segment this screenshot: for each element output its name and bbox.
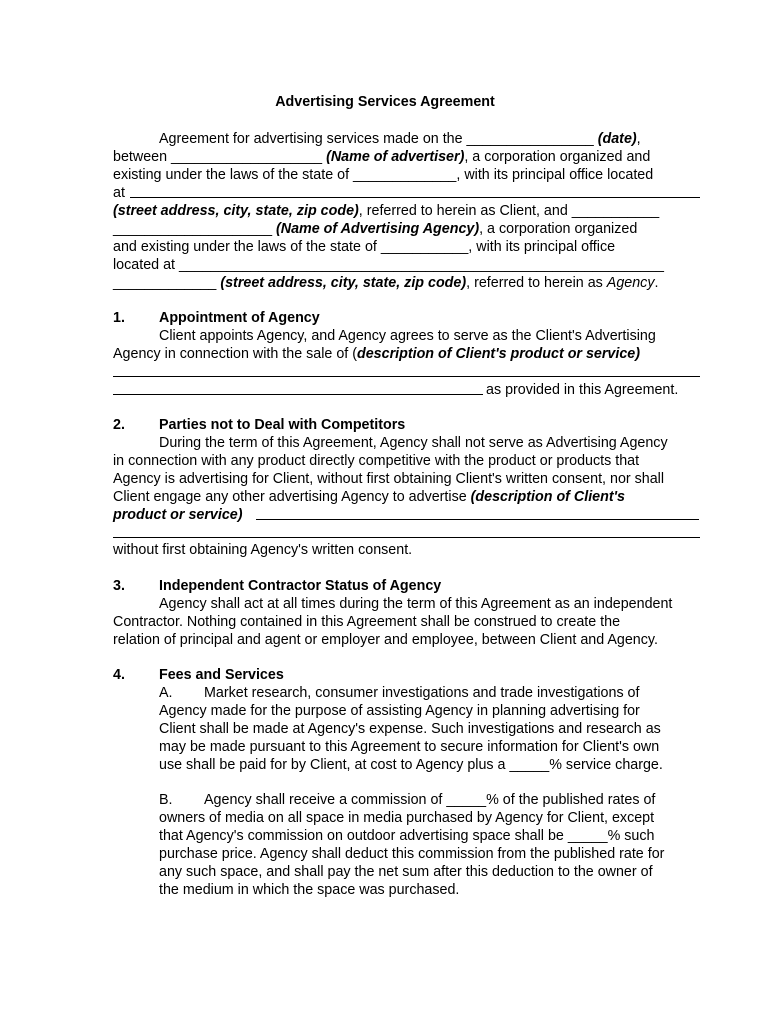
blank-line bbox=[113, 376, 700, 377]
section-2-line-5: product or service) bbox=[113, 507, 243, 523]
section-3-line-1: Agency shall act at all times during the term of this Agreement as an independent bbox=[159, 596, 673, 612]
section-2-line-4: Client engage any other advertising Agency to advertise (description of Client's bbox=[113, 489, 625, 505]
blank-line bbox=[113, 537, 700, 538]
blank-line bbox=[130, 197, 700, 198]
intro-line-8: located at _____________________________________________________________ bbox=[113, 257, 664, 273]
section-4b-line-4: purchase price. Agency shall deduct this commission from the published rate for bbox=[159, 846, 665, 862]
section-4-heading: Fees and Services bbox=[159, 667, 284, 683]
section-3-number: 3. bbox=[113, 578, 125, 594]
section-4b-line-6: the medium in which the space was purchased. bbox=[159, 882, 460, 898]
section-4a-line-3: Client shall be made at Agency's expense. Such investigations and research as bbox=[159, 721, 661, 737]
section-4a-line-4: may be made pursuant to this Agreement to secure information for Client's own bbox=[159, 739, 660, 755]
blank-line bbox=[256, 519, 699, 520]
section-2-line-3: Agency is advertising for Client, without first obtaining Client's written consent, nor shall bbox=[113, 471, 665, 487]
intro-line-3: existing under the laws of the state of _____________, with its principal office located bbox=[113, 167, 654, 183]
section-2-line-1: During the term of this Agreement, Agency shall not serve as Advertising Agency bbox=[159, 435, 668, 451]
section-4b-line-5: any such space, and shall pay the net sum after this deduction to the owner of bbox=[159, 864, 653, 880]
section-4b-line-2: owners of media on all space in media purchased by Agency for Client, except bbox=[159, 810, 655, 826]
blank-line bbox=[113, 394, 483, 395]
section-3-line-2: Contractor. Nothing contained in this Agreement shall be construed to create the bbox=[113, 614, 621, 630]
intro-line-4: at bbox=[113, 185, 125, 201]
intro-line-9: _____________ (street address, city, state, zip code), referred to herein as Agency. bbox=[113, 275, 659, 291]
section-4a-line-5: use shall be paid for by Client, at cost to Agency plus a _____% service charge. bbox=[159, 757, 663, 773]
intro-line-5: (street address, city, state, zip code), referred to herein as Client, and ___________ bbox=[113, 203, 660, 219]
section-2-line-2: in connection with any product directly competitive with the product or products that bbox=[113, 453, 640, 469]
section-4b-label: B. bbox=[159, 792, 173, 808]
section-1-line-1: Client appoints Agency, and Agency agrees to serve as the Client's Advertising bbox=[159, 328, 656, 344]
intro-line-1: Agreement for advertising services made on the ________________ (date), bbox=[159, 131, 641, 147]
section-3-line-3: relation of principal and agent or employer and employee, between Client and Agency. bbox=[113, 632, 658, 648]
document-title: Advertising Services Agreement bbox=[275, 94, 495, 110]
section-1-heading: Appointment of Agency bbox=[159, 310, 320, 326]
section-3-heading: Independent Contractor Status of Agency bbox=[159, 578, 442, 594]
section-1-line-2: Agency in connection with the sale of (description of Client's product or service) bbox=[113, 346, 641, 362]
section-4a-line-2: Agency made for the purpose of assisting Agency in planning advertising for bbox=[159, 703, 640, 719]
section-4b-line-1: Agency shall receive a commission of _____% of the published rates of bbox=[204, 792, 656, 808]
section-4a-line-1: Market research, consumer investigations and trade investigations of bbox=[204, 685, 640, 701]
section-4a-label: A. bbox=[159, 685, 173, 701]
section-2-line-7: without first obtaining Agency's written consent. bbox=[113, 542, 413, 558]
section-1-line-4: as provided in this Agreement. bbox=[486, 382, 679, 398]
section-2-number: 2. bbox=[113, 417, 125, 433]
section-4-number: 4. bbox=[113, 667, 125, 683]
section-4b-line-3: that Agency's commission on outdoor advertising space shall be _____% such bbox=[159, 828, 655, 844]
intro-line-7: and existing under the laws of the state of ___________, with its principal office bbox=[113, 239, 616, 255]
intro-line-2: between ___________________ (Name of advertiser), a corporation organized and bbox=[113, 149, 651, 165]
section-1-number: 1. bbox=[113, 310, 125, 326]
section-2-heading: Parties not to Deal with Competitors bbox=[159, 417, 406, 433]
intro-line-6: ____________________ (Name of Advertising Agency), a corporation organized bbox=[113, 221, 638, 237]
